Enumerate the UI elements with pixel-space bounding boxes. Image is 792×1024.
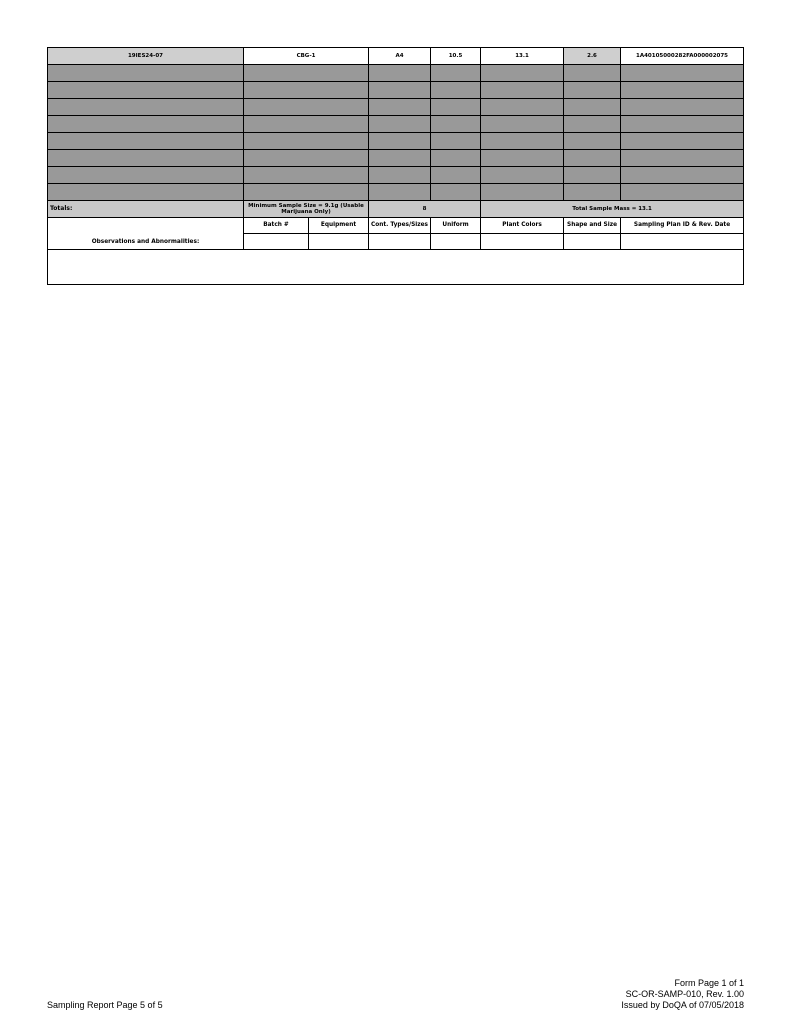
report-page-number: Sampling Report Page 5 of 5 bbox=[47, 1000, 163, 1010]
blank-cell bbox=[481, 184, 564, 201]
blank-cell bbox=[621, 184, 744, 201]
blank-cell bbox=[621, 99, 744, 116]
shape-size-value bbox=[564, 234, 621, 250]
document-id: SC-OR-SAMP-010, Rev. 1.00 bbox=[625, 989, 744, 999]
equipment-value bbox=[309, 234, 369, 250]
blank-cell bbox=[431, 116, 481, 133]
weight-1-cell: 10.5 bbox=[431, 48, 481, 65]
blank-cell bbox=[621, 82, 744, 99]
blank-cell bbox=[564, 184, 621, 201]
blank-cell bbox=[369, 99, 431, 116]
blank-cell bbox=[48, 116, 244, 133]
blank-cell bbox=[564, 133, 621, 150]
blank-row bbox=[48, 65, 744, 82]
blank-cell bbox=[244, 99, 369, 116]
blank-cell bbox=[48, 65, 244, 82]
blank-cell bbox=[244, 65, 369, 82]
blank-cell bbox=[369, 150, 431, 167]
blank-cell bbox=[481, 82, 564, 99]
blank-cell bbox=[481, 99, 564, 116]
total-sample-mass: Total Sample Mass = 13.1 bbox=[481, 201, 744, 218]
blank-cell bbox=[481, 167, 564, 184]
observations-label: Observations and Abnormalities: bbox=[48, 218, 244, 250]
sampling-report-table bbox=[47, 47, 744, 285]
blank-row bbox=[48, 99, 744, 116]
issued-by: Issued by DoQA of 07/05/2018 bbox=[621, 1000, 744, 1010]
blank-cell bbox=[564, 116, 621, 133]
blank-cell bbox=[621, 116, 744, 133]
totals-count: 8 bbox=[369, 201, 481, 218]
blank-cell bbox=[431, 133, 481, 150]
uniform-value bbox=[431, 234, 481, 250]
blank-row bbox=[48, 150, 744, 167]
blank-row bbox=[48, 184, 744, 201]
blank-cell bbox=[369, 133, 431, 150]
blank-row bbox=[48, 82, 744, 99]
shape-size-header: Shape and Size bbox=[564, 218, 621, 234]
blank-cell bbox=[481, 150, 564, 167]
area-cell: A4 bbox=[369, 48, 431, 65]
blank-cell bbox=[564, 99, 621, 116]
blank-cell bbox=[564, 65, 621, 82]
container-header: Cont. Types/Sizes bbox=[369, 218, 431, 234]
plant-colors-header: Plant Colors bbox=[481, 218, 564, 234]
sample-type-cell: CBG-1 bbox=[244, 48, 369, 65]
blank-cell bbox=[244, 133, 369, 150]
blank-cell bbox=[48, 167, 244, 184]
sampling-plan-value bbox=[621, 234, 744, 250]
blank-cell bbox=[369, 167, 431, 184]
blank-row bbox=[48, 133, 744, 150]
blank-cell bbox=[431, 82, 481, 99]
blank-cell bbox=[48, 82, 244, 99]
blank-cell bbox=[564, 167, 621, 184]
uniform-header: Uniform bbox=[431, 218, 481, 234]
blank-cell bbox=[431, 150, 481, 167]
blank-cell bbox=[369, 82, 431, 99]
plant-colors-value bbox=[481, 234, 564, 250]
blank-cell bbox=[621, 167, 744, 184]
blank-row bbox=[48, 167, 744, 184]
batch-value bbox=[244, 234, 309, 250]
blank-cell bbox=[431, 167, 481, 184]
blank-cell bbox=[481, 65, 564, 82]
page-footer-left bbox=[47, 1000, 163, 1011]
blank-cell bbox=[481, 133, 564, 150]
blank-cell bbox=[621, 133, 744, 150]
notes-area bbox=[48, 250, 744, 285]
blank-cell bbox=[48, 133, 244, 150]
blank-cell bbox=[621, 65, 744, 82]
blank-cell bbox=[369, 65, 431, 82]
tag-id-cell: 1A40105000282FA000002075 bbox=[621, 48, 744, 65]
blank-cell bbox=[564, 82, 621, 99]
weight-3-cell: 2.6 bbox=[564, 48, 621, 65]
equipment-header: Equipment bbox=[309, 218, 369, 234]
sample-id-cell: 19IES24-07 bbox=[48, 48, 244, 65]
blank-cell bbox=[369, 116, 431, 133]
container-value bbox=[369, 234, 431, 250]
blank-cell bbox=[48, 184, 244, 201]
blank-cell bbox=[431, 184, 481, 201]
blank-cell bbox=[431, 99, 481, 116]
blank-cell bbox=[244, 82, 369, 99]
page-footer-right bbox=[621, 978, 744, 1011]
blank-cell bbox=[481, 116, 564, 133]
totals-label: Totals: bbox=[48, 201, 244, 218]
blank-cell bbox=[244, 184, 369, 201]
weight-2-cell: 13.1 bbox=[481, 48, 564, 65]
sample-row bbox=[48, 48, 744, 65]
blank-cell bbox=[564, 150, 621, 167]
blank-cell bbox=[621, 150, 744, 167]
blank-cell bbox=[244, 167, 369, 184]
form-page-number: Form Page 1 of 1 bbox=[674, 978, 744, 988]
min-sample-size: Minimum Sample Size = 9.1g (Usable Marijuana Only) bbox=[244, 201, 369, 218]
batch-header: Batch # bbox=[244, 218, 309, 234]
blank-cell bbox=[48, 99, 244, 116]
totals-row bbox=[48, 201, 744, 218]
notes-row bbox=[48, 250, 744, 285]
blank-cell bbox=[369, 184, 431, 201]
blank-cell bbox=[244, 116, 369, 133]
blank-row bbox=[48, 116, 744, 133]
blank-cell bbox=[244, 150, 369, 167]
observation-header-row bbox=[48, 218, 744, 234]
sampling-plan-header: Sampling Plan ID & Rev. Date bbox=[621, 218, 744, 234]
blank-cell bbox=[48, 150, 244, 167]
blank-cell bbox=[431, 65, 481, 82]
